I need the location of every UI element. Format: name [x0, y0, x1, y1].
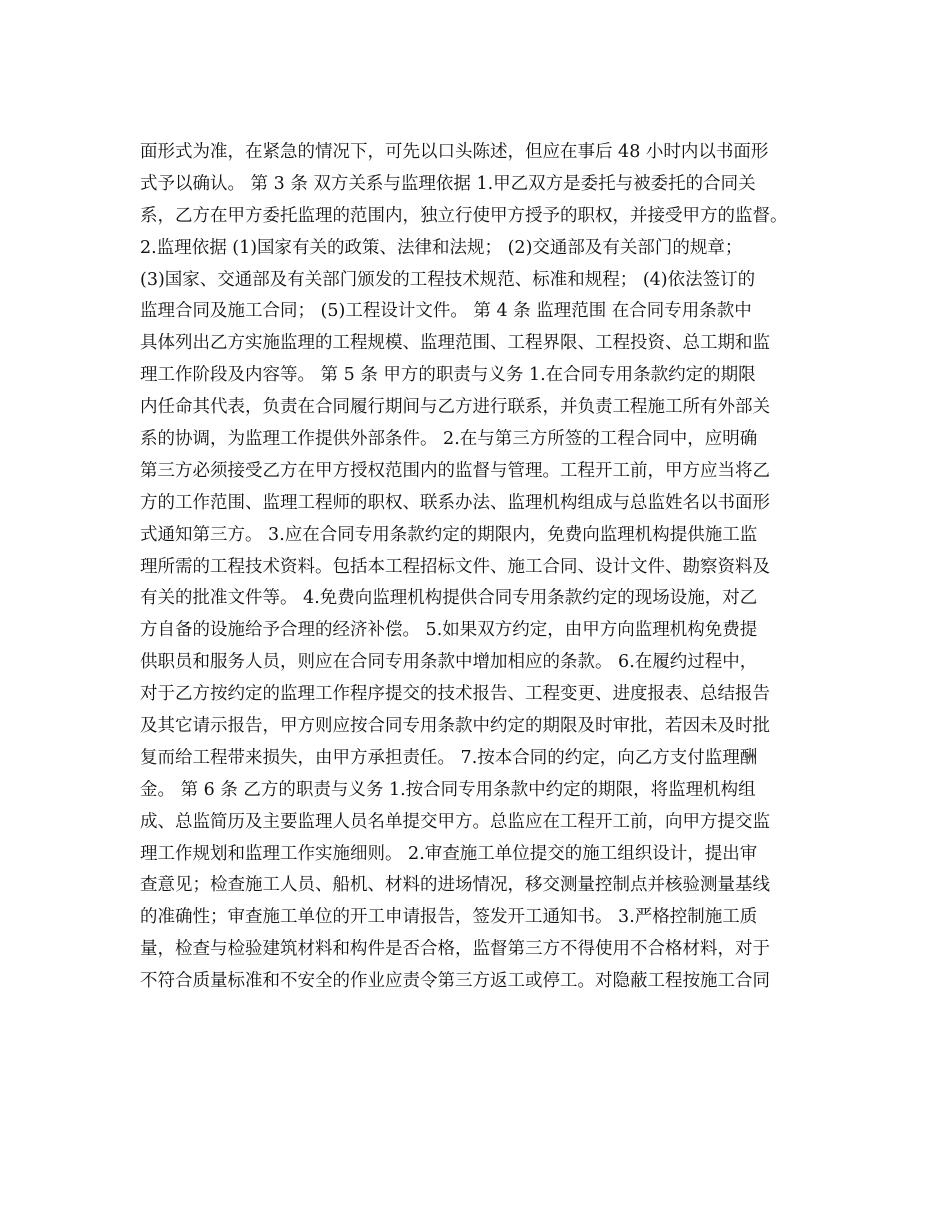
text-line: 理工作规划和监理工作实施细则。 2.审查施工单位提交的施工组织设计，提出审 — [140, 843, 758, 864]
text-line: 对于乙方按约定的监理工作程序提交的技术报告、工程变更、进度报表、总结报告 — [140, 684, 770, 705]
text-line: 理所需的工程技术资料。包括本工程招标文件、施工合同、设计文件、勘察资料及 — [140, 556, 770, 577]
text-line: 不符合质量标准和不安全的作业应责令第三方返工或停工。对隐蔽工程按施工合同 — [140, 971, 770, 992]
text-line: 方的工作范围、监理工程师的职权、联系办法、监理机构组成与总监姓名以书面形 — [140, 492, 770, 513]
text-line: 面形式为准，在紧急的情况下，可先以口头陈述，但应在事后 48 小时内以书面形 — [140, 142, 769, 162]
text-line: 具体列出乙方实施监理的工程规模、监理范围、工程界限、工程投资、总工期和监 — [140, 333, 770, 354]
text-line: 金。 第 6 条 乙方的职责与义务 1.按合同专用条款中约定的期限，将监理机构组 — [140, 779, 756, 800]
text-line: 复而给工程带来损失，由甲方承担责任。 7.按本合同的约定，向乙方支付监理酬 — [140, 747, 758, 768]
text-line: 成、总监简历及主要监理人员名单提交甲方。总监应在工程开工前，向甲方提交监 — [140, 811, 770, 832]
text-line: (3)国家、交通部及有关部门颁发的工程技术规范、标准和规程； (4)依法签订的 — [140, 269, 756, 290]
text-line: 内任命其代表，负责在合同履行期间与乙方进行联系，并负责工程施工所有外部关 — [140, 397, 770, 418]
text-line: 系，乙方在甲方委托监理的范围内，独立行使甲方授予的职权，并接受甲方的监督。 — [140, 205, 788, 226]
text-line: 式予以确认。 第 3 条 双方关系与监理依据 1.甲乙双方是委托与被委托的合同关 — [140, 173, 756, 194]
text-line: 2.监理依据 (1)国家有关的政策、法律和法规； (2)交通部及有关部门的规章； — [140, 237, 743, 258]
text-line: 系的协调，为监理工作提供外部条件。 2.在与第三方所签的工程合同中，应明确 — [140, 429, 758, 450]
text-line: 式通知第三方。 3.应在合同专用条款约定的期限内，免费向监理机构提供施工监 — [140, 524, 758, 545]
text-line: 监理合同及施工合同； (5)工程设计文件。 第 4 条 监理范围 在合同专用条款中 — [140, 301, 752, 322]
text-line: 有关的批准文件等。 4.免费向监理机构提供合同专用条款约定的现场设施，对乙 — [140, 588, 758, 609]
text-line: 的准确性；审查施工单位的开工申请报告，签发开工通知书。 3.严格控制施工质 — [140, 907, 758, 928]
text-line: 第三方必须接受乙方在甲方授权范围内的监督与管理。工程开工前，甲方应当将乙 — [140, 460, 770, 481]
text-line: 查意见；检查施工人员、船机、材料的进场情况，移交测量控制点并核验测量基线 — [140, 875, 770, 896]
text-line: 方自备的设施给予合理的经济补偿。 5.如果双方约定，由甲方向监理机构免费提 — [140, 620, 758, 641]
text-line: 供职员和服务人员，则应在合同专用条款中增加相应的条款。 6.在履约过程中， — [140, 652, 758, 673]
text-line: 理工作阶段及内容等。 第 5 条 甲方的职责与义务 1.在合同专用条款约定的期限 — [140, 365, 756, 386]
body-text — [140, 137, 822, 998]
text-line: 量，检查与检验建筑材料和构件是否合格，监督第三方不得使用不合格材料，对于 — [140, 939, 770, 960]
text-line: 及其它请示报告，甲方则应按合同专用条款中约定的期限及时审批，若因未及时批 — [140, 716, 770, 737]
